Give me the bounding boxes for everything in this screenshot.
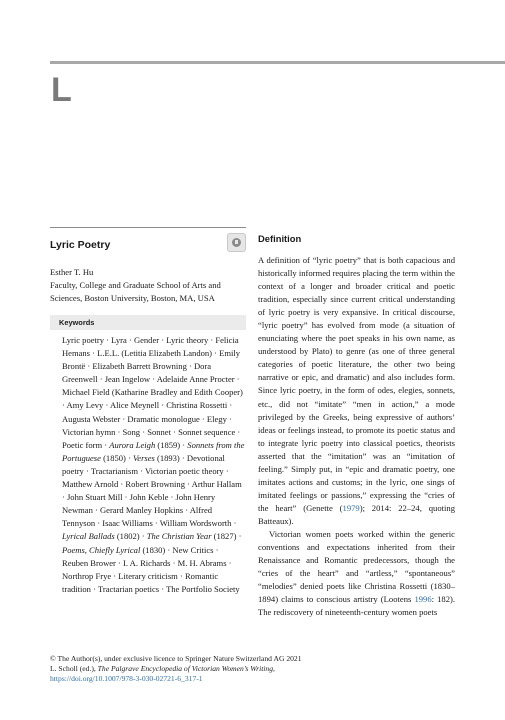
keyword-item: Victorian poetic theory <box>144 465 224 476</box>
keyword-item: Lyra <box>111 335 127 345</box>
keyword-item: Isaac Williams <box>102 518 153 529</box>
author-name: Esther T. Hu <box>50 267 94 277</box>
section-letter: L <box>51 71 72 109</box>
keyword-item: Amy Levy <box>66 400 104 411</box>
keyword-item: Augusta Webster <box>62 413 121 424</box>
keywords-heading: Keywords <box>59 318 95 327</box>
keyword-item: Reuben Brower <box>62 557 116 568</box>
entry-title-row <box>50 235 246 257</box>
keyword-item: Sonnets from the Portuguese (1850) <box>62 439 245 463</box>
keyword-item: Gender <box>133 335 160 345</box>
entry-title: Lyric Poetry <box>50 239 111 251</box>
keywords-list: Lyric poetry · Lyra · Gender · Lyric theory · Felicia Hemans · L.E.L. (Letitia Elizabeth Landon) · Emily Brontë · Elizabeth Barrett Browning · Dora Greenwell · Jean Ingelow · Adelaide Anne Procter · Michael Field (Katharine Bradley and Edith Cooper) · Amy Levy · Alice Meynell · Christina Rossetti · Augusta Webster · Dramatic monologue · Elegy · Victorian hymn · Song · Sonnet · Sonnet sequence · Poetic form · Aurora Leigh (1859) · Sonnets from the Portuguese (1850) · Verses (1893) · Devotional poetry · Tractarianism · Victorian poetic theory · Matthew Arnold · Robert Browning · Arthur Hallam · John Stuart Mill · John Keble · John Henry Newman · Gerard Manley Hopkins · Alfred Tennyson · Isaac Williams · William Wordsworth · Lyrical Ballads (1802) · The Christian Year (1827) · Poems, Chiefly Lyrical (1830) · New Critics · Reuben Brower · I. A. Richards · M. H. Abrams · Northrop Frye · Literary criticism · Romantic tradition · Tractarian poetics · The Portfolio Society <box>62 335 245 594</box>
keyword-item: John Henry Newman <box>62 492 216 516</box>
citation-link[interactable]: 1996 <box>414 594 432 605</box>
keyword-item: Gerard Manley Hopkins <box>99 505 184 516</box>
keyword-item: Christina Rossetti <box>166 400 228 411</box>
keyword-item: Verses (1893) <box>133 452 180 463</box>
entry-column <box>50 227 246 596</box>
definition-body <box>258 254 455 619</box>
keyword-item: John Stuart Mill <box>66 492 123 503</box>
keywords-header <box>50 315 246 330</box>
copyright-line: © The Author(s), under exclusive licence to Springer Nature Switzerland AG 2021 <box>50 654 302 663</box>
keyword-item: Alice Meynell <box>109 400 160 411</box>
keyword-item: Sonnet sequence <box>178 426 236 437</box>
keyword-item: Devotional poetry <box>62 452 225 476</box>
keyword-item: Emily Brontë <box>62 348 241 372</box>
keyword-item: Lyric theory <box>166 335 209 345</box>
keyword-item: Arthur Hallam <box>191 479 242 490</box>
keyword-item: Elizabeth Barrett Browning <box>92 361 187 372</box>
keyword-item: Victorian hymn <box>62 426 116 437</box>
keyword-item: William Wordsworth <box>159 518 232 529</box>
keyword-item: Adelaide Anne Procter <box>156 374 235 385</box>
check-for-updates-icon[interactable] <box>227 233 246 252</box>
keyword-item: New Critics <box>172 544 214 555</box>
definition-heading: Definition <box>258 233 302 244</box>
keyword-item: Poems, Chiefly Lyrical (1830) <box>62 544 166 555</box>
keyword-item: Alfred Tennyson <box>62 505 213 529</box>
keyword-item: Lyric poetry <box>62 335 105 345</box>
keyword-item: L.E.L. (Letitia Elizabeth Landon) <box>97 348 213 359</box>
keyword-item: I. A. Richards <box>123 557 171 568</box>
keyword-item: The Portfolio Society <box>166 583 240 594</box>
keyword-item: Romantic tradition <box>62 570 219 594</box>
entry-rule <box>50 227 246 228</box>
keyword-item: Michael Field (Katharine Bradley and Edith Cooper) <box>62 387 243 398</box>
keyword-item: Felicia Hemans <box>62 335 239 359</box>
keyword-item: Literary criticism <box>118 570 178 581</box>
keyword-item: Song <box>122 426 141 437</box>
keyword-item: Lyrical Ballads (1802) <box>62 531 140 542</box>
top-rule <box>50 61 505 64</box>
keyword-item: Tractarianism <box>90 465 138 476</box>
citation-link[interactable]: 1979 <box>342 502 360 513</box>
keyword-item: The Christian Year (1827) <box>146 531 237 542</box>
keyword-item: Tractarian poetics <box>97 583 160 594</box>
keyword-item: Aurora Leigh (1859) <box>109 439 181 450</box>
definition-paragraph-1: A definition of “lyric poetry” that is both capacious and historically informed requires placing the term within the context of a longer and broader critical and poetic tradition, especially since current critical understanding of lyric poetry is very expansive. In critical discourse, “lyric poetry” has evolved from mode (a situation of enunciating where the poet speaks in his own name, as understood by Plato) to genre (as one of three general categories of poetic literature, the other two being narrative or epic, and dramatic) and also includes form. Since lyric poetry, in the form of odes, elegies, sonnets, etc., did not “imitate” “men in action,” a mode privileged by the Greeks, being expressive of authors’ ideas or feelings instead, to promote its poetic status and to integrate lyric poetry into classical poetics, theorists asserted that the “imitation” was an “imitation of feeling.” Simply put, in “epic and dramatic poetry, one imitates actions and customs; in the lyric, one sings of imitated feelings or passions,” expressing the “cries of the heart” (Genette (1979); 2014: 22–24, quoting Batteaux). <box>258 255 455 526</box>
keyword-item: Sonnet <box>147 426 171 437</box>
keyword-item: M. H. Abrams <box>177 557 227 568</box>
keyword-item: Matthew Arnold <box>62 479 119 490</box>
author-affiliation: Faculty, College and Graduate School of Arts and Sciences, Boston University, Boston, MA, USA <box>50 280 221 303</box>
keyword-item: Jean Ingelow <box>104 374 151 385</box>
keyword-item: Elegy <box>206 413 227 424</box>
definition-column <box>258 232 455 619</box>
keyword-item: Robert Browning <box>125 479 185 490</box>
keyword-item: Dramatic monologue <box>127 413 200 424</box>
citation-line: L. Scholl (ed.), The Palgrave Encyclopedia of Victorian Women’s Writing, <box>50 664 275 674</box>
keyword-item: Poetic form <box>62 439 103 450</box>
definition-paragraph-2: Victorian women poets worked within the generic conventions and expectations inherited from their Renaissance and Romantic predecessors, though the “cries of the heart” and “artless,” “spontaneous” “melodies” denied poets like Christina Rossetti (1830–1894) claims to conscious artistry (Lootens 1996: 182). The rediscovery of nineteenth-century women poets <box>258 528 456 618</box>
keyword-item: Northrop Frye <box>62 570 112 581</box>
doi-link[interactable]: https://doi.org/10.1007/978-3-030-02721-6_317-1 <box>50 674 203 684</box>
page-footer <box>50 654 470 684</box>
keyword-item: John Keble <box>129 492 169 503</box>
keyword-item: Dora Greenwell <box>62 361 212 385</box>
